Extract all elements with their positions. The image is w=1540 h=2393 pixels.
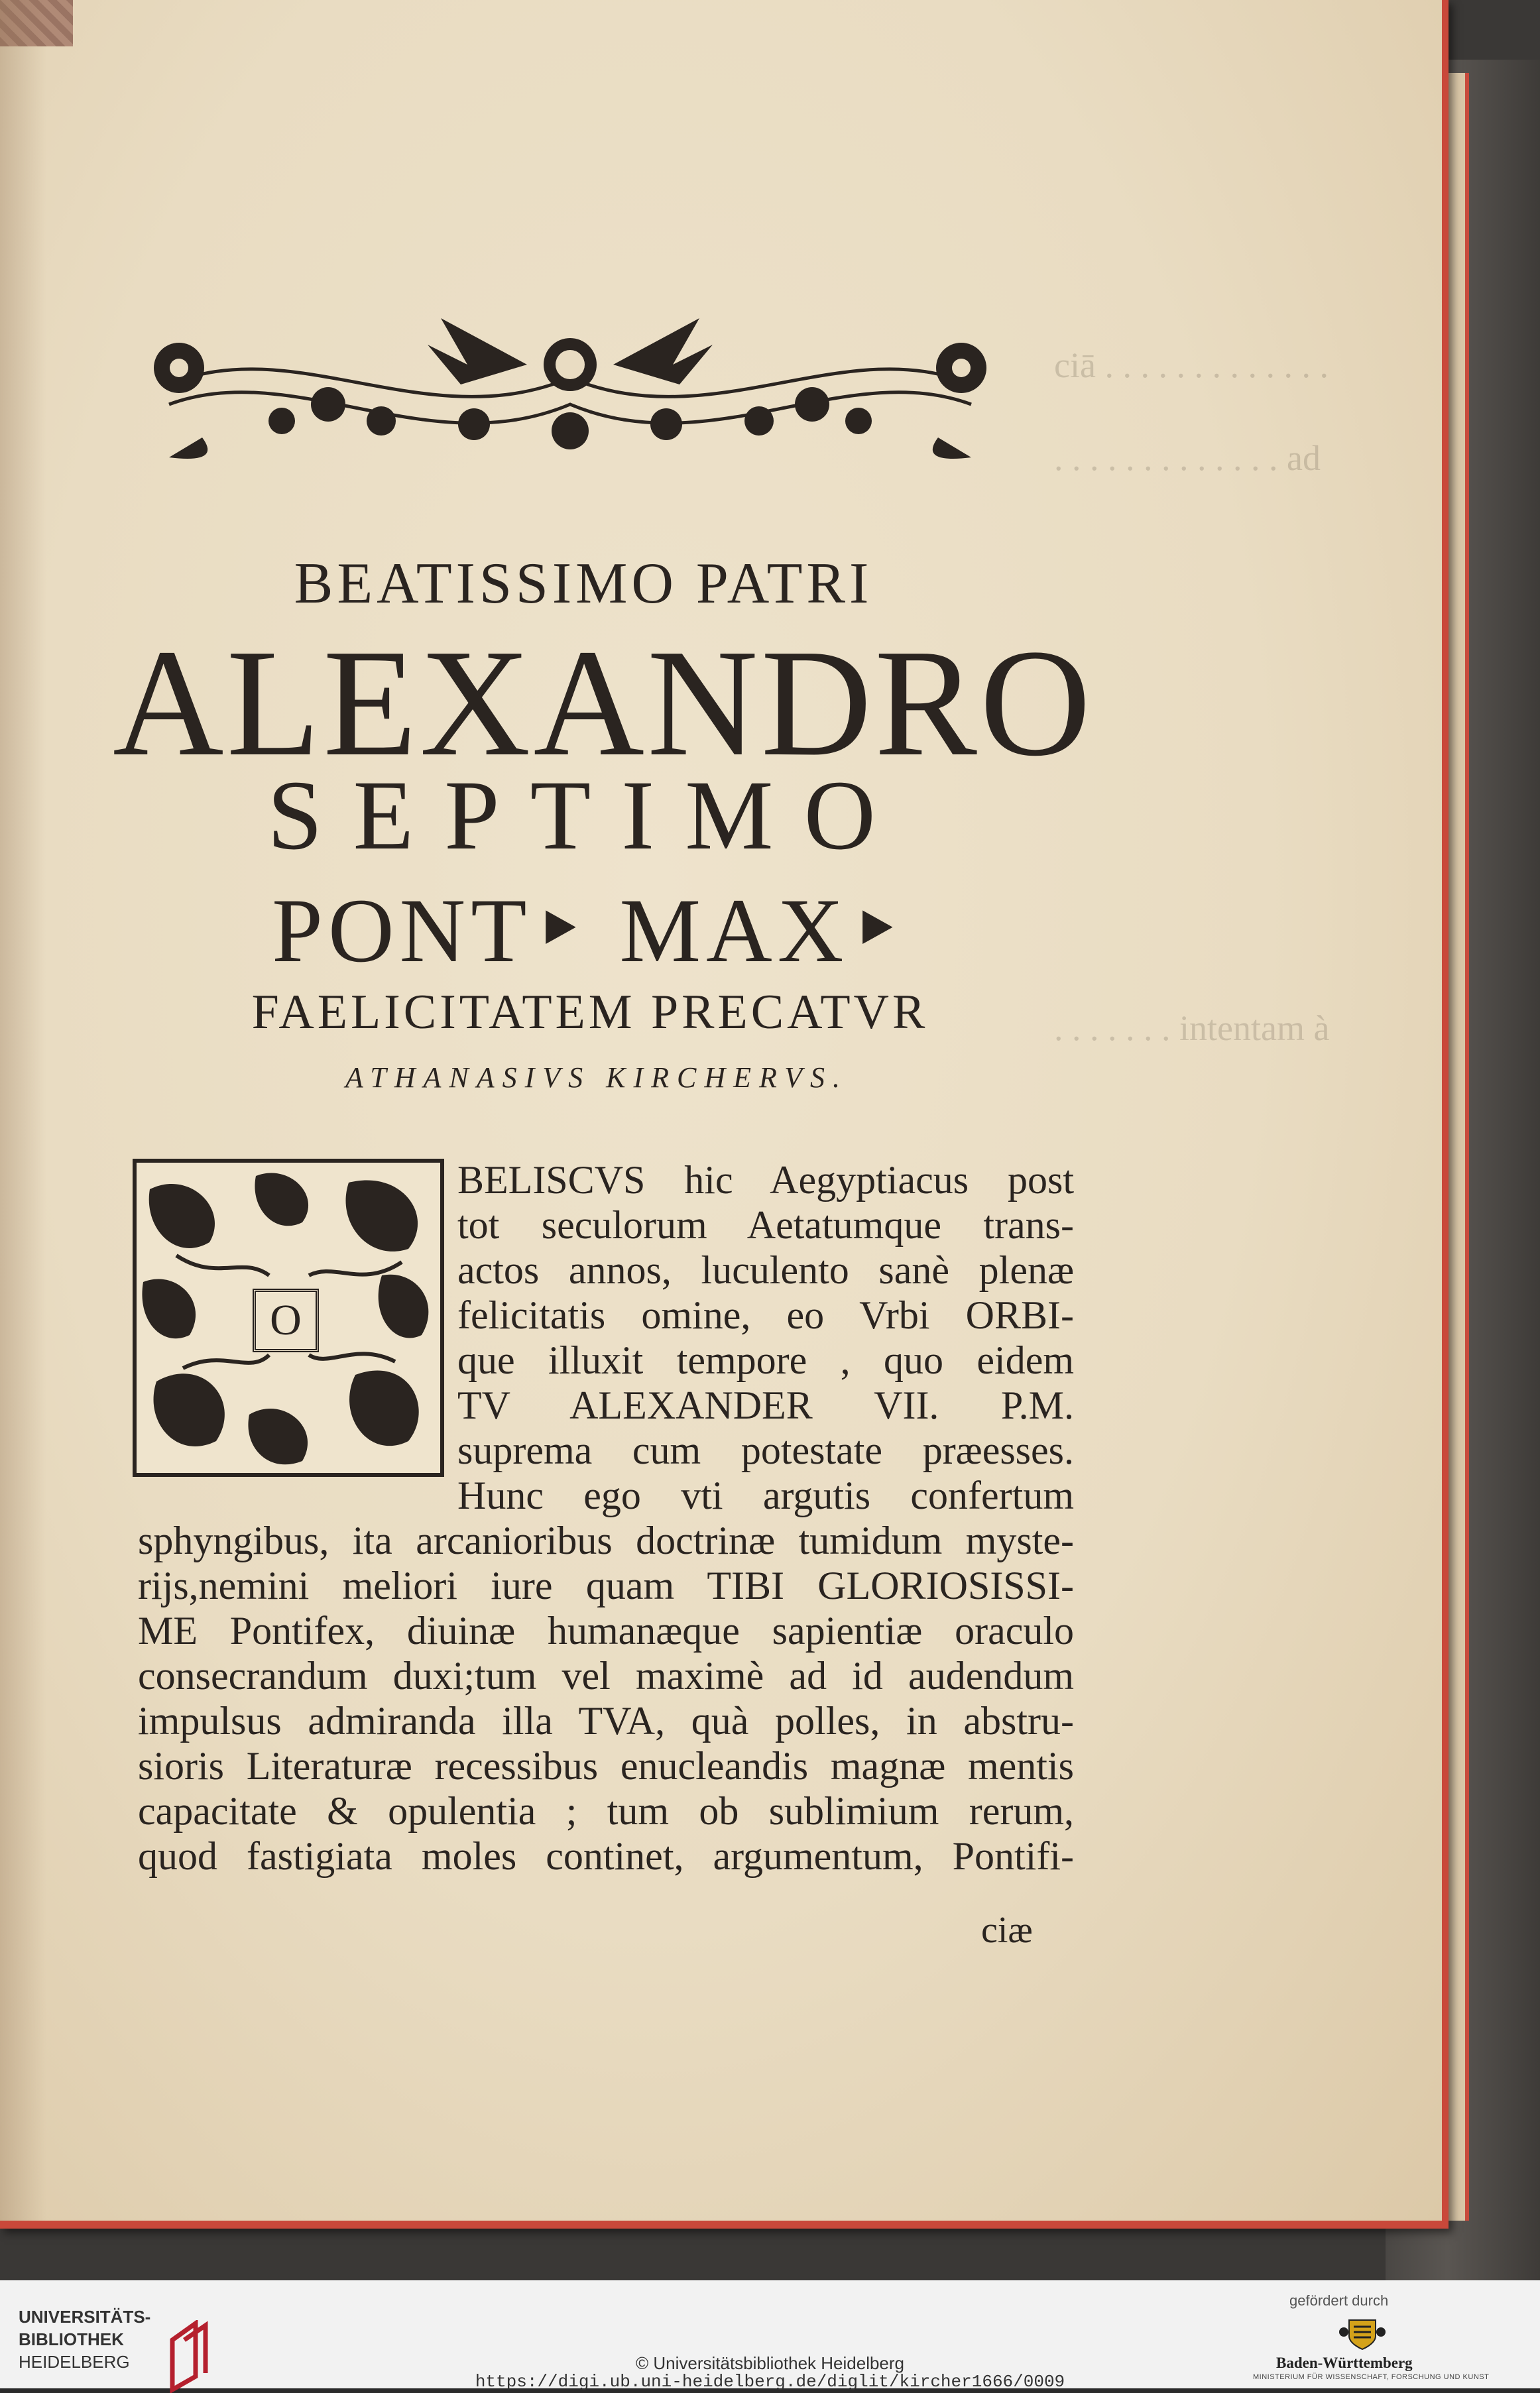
text-line: rijs,nemini meliori iure quam TIBI GLORIOSISSI- <box>138 1564 1074 1607</box>
text-line: tot seculorum Aetatumque trans- <box>457 1203 1074 1247</box>
text-line: suprema cum potestate præesses. <box>457 1429 1074 1472</box>
permalink-url[interactable]: https://digi.ub.uni-heidelberg.de/diglit/kircher1666/0009 <box>475 2372 1065 2392</box>
catchword: ciæ <box>981 1910 1033 1951</box>
text-line: quod fastigiata moles continet, argumentum, Pontifi- <box>138 1834 1074 1878</box>
library-name-line: HEIDELBERG <box>19 2352 130 2372</box>
dedication-line-1: BEATISSIMO PATRI <box>294 552 873 616</box>
text-line: que illuxit tempore , quo eidem <box>457 1338 1074 1382</box>
text-line: felicitatis omine, eo Vrbi ORBI- <box>457 1293 1074 1337</box>
text-line: capacitate & opulentia ; tum ob sublimium rerum, <box>138 1789 1074 1833</box>
dedication-title: PONT‣ MAX‣ <box>272 880 908 981</box>
binding-fabric <box>0 0 73 46</box>
decorated-initial <box>133 1159 444 1477</box>
show-through-text: . . . . . . . . . . . . . ad <box>1054 438 1321 478</box>
coat-of-arms-icon <box>1339 2315 1386 2352</box>
footer-bar <box>0 2280 1540 2392</box>
text-line: ME Pontifex, diuinæ humanæque sapientiæ oraculo <box>138 1609 1074 1653</box>
text-line: sphyngibus, ita arcanioribus doctrinæ tumidum myste- <box>138 1519 1074 1562</box>
dedication-wish: FAELICITATEM PRECATVR <box>251 985 929 1039</box>
text-line: BELISCVS hic Aegyptiacus post <box>457 1158 1074 1202</box>
text-line: Hunc ego vti argutis confertum <box>457 1474 1074 1517</box>
funder-subtitle: MINISTERIUM FÜR WISSENSCHAFT, FORSCHUNG UND KUNST <box>1253 2373 1490 2381</box>
text-line: impulsus admiranda illa TVA, quà polles, in abstru- <box>138 1699 1074 1743</box>
show-through-text: ciā . . . . . . . . . . . . . <box>1054 345 1329 385</box>
text-line: consecrandum duxi;tum vel maximè ad id audendum <box>138 1654 1074 1698</box>
text-line: actos annos, luculento sanè plenæ <box>457 1248 1074 1292</box>
library-name-line: BIBLIOTHEK <box>19 2329 124 2349</box>
funder-name: Baden-Württemberg <box>1276 2355 1413 2371</box>
text-line: sioris Literaturæ recessibus enucleandis magnæ mentis <box>138 1744 1074 1788</box>
library-name-line: UNIVERSITÄTS- <box>19 2307 151 2327</box>
dedication-name: ALEXANDRO <box>113 618 1094 788</box>
copyright-notice: © Universitätsbibliothek Heidelberg <box>635 2353 905 2373</box>
show-through-text: . . . . . . . intentam à <box>1054 1008 1330 1048</box>
ornamental-headpiece <box>129 305 1011 464</box>
dedication-ordinal: SEPTIMO <box>267 760 906 870</box>
text-line: TV ALEXANDER VII. P.M. <box>457 1383 1074 1427</box>
funding-label: gefördert durch <box>1289 2292 1389 2309</box>
dedication-author: ATHANASIVS KIRCHERVS. <box>345 1061 848 1094</box>
initial-letter: O <box>253 1289 319 1352</box>
